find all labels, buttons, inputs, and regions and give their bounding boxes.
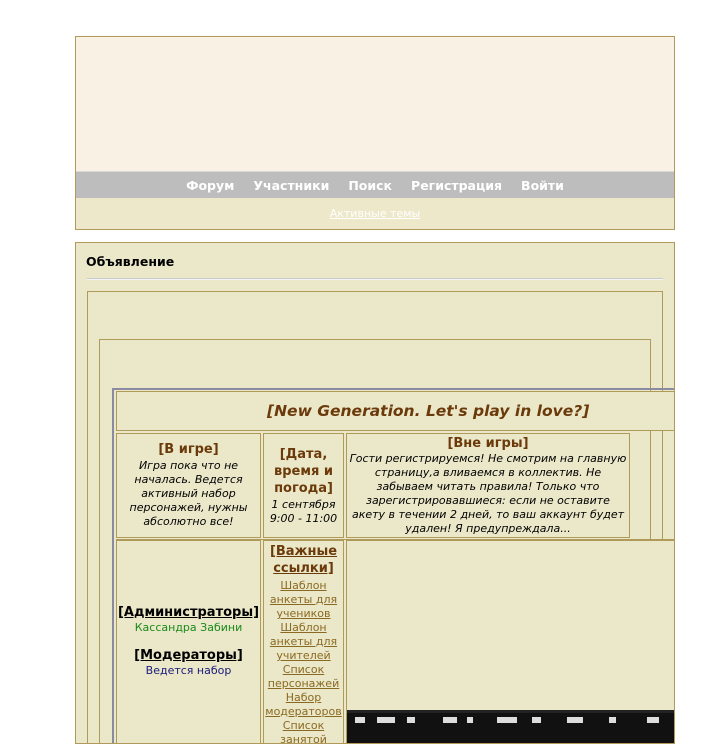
mods-heading[interactable]: [Модераторы] (134, 648, 243, 663)
admin-name: Кассандра Забини (134, 621, 243, 634)
banner-cell (116, 391, 675, 431)
forum-header (75, 36, 675, 230)
nav-forum[interactable]: Форум (186, 177, 235, 193)
announcement-panel (75, 242, 675, 744)
date-text: 1 сентября 9:00 - 11:00 (269, 498, 338, 525)
nav-login[interactable]: Войти (521, 177, 564, 193)
off-game-cell (346, 433, 630, 538)
date-cell (263, 433, 344, 538)
nav-search[interactable]: Поиск (348, 177, 393, 193)
nav-members[interactable]: Участники (253, 177, 330, 193)
in-game-text: Игра пока что не началась. Ведется активный набор персонажей, нужны абсолютно все! (129, 459, 248, 528)
in-game-cell (116, 433, 261, 538)
link-taken-list[interactable]: Список занятой (280, 719, 327, 744)
link-teacher-template[interactable]: Шаблон анкеты для учителей (269, 621, 338, 662)
admins-heading[interactable]: [Администраторы] (117, 605, 260, 620)
announcement-title: Объявление (86, 254, 175, 269)
off-game-text: Гости регистрируемся! Не смотрим на главную страницу,а вливаемся в коллектив. Не забываем читать правила! Только что зарегистрировавшиеся: если не оставите акету в течении 2 дней, то ваш аккаунт будет удален! Я предупреждала... (349, 452, 627, 535)
banner-image (347, 710, 675, 744)
link-moderator-recruit[interactable]: Набор модераторов (265, 691, 342, 718)
staff-cell (116, 540, 261, 744)
banner-title: [New Generation. Let's play in love?] (267, 402, 590, 420)
off-game-heading: [Вне игры] (447, 436, 529, 451)
active-topics-link[interactable]: Активные темы (329, 207, 421, 220)
date-heading: [Дата, время и погода] (274, 447, 333, 496)
nav-register[interactable]: Регистрация (411, 177, 503, 193)
in-game-heading: [В игре] (158, 442, 219, 457)
sub-nav (76, 198, 674, 229)
links-heading[interactable]: [Важные ссылки] (269, 544, 338, 576)
divider (87, 278, 663, 280)
link-student-template[interactable]: Шаблон анкеты для учеников (269, 579, 338, 620)
main-nav (76, 171, 674, 199)
links-cell (263, 540, 344, 744)
mod-name: Ведется набор (145, 664, 232, 677)
link-character-list[interactable]: Список персонажей (267, 663, 340, 690)
